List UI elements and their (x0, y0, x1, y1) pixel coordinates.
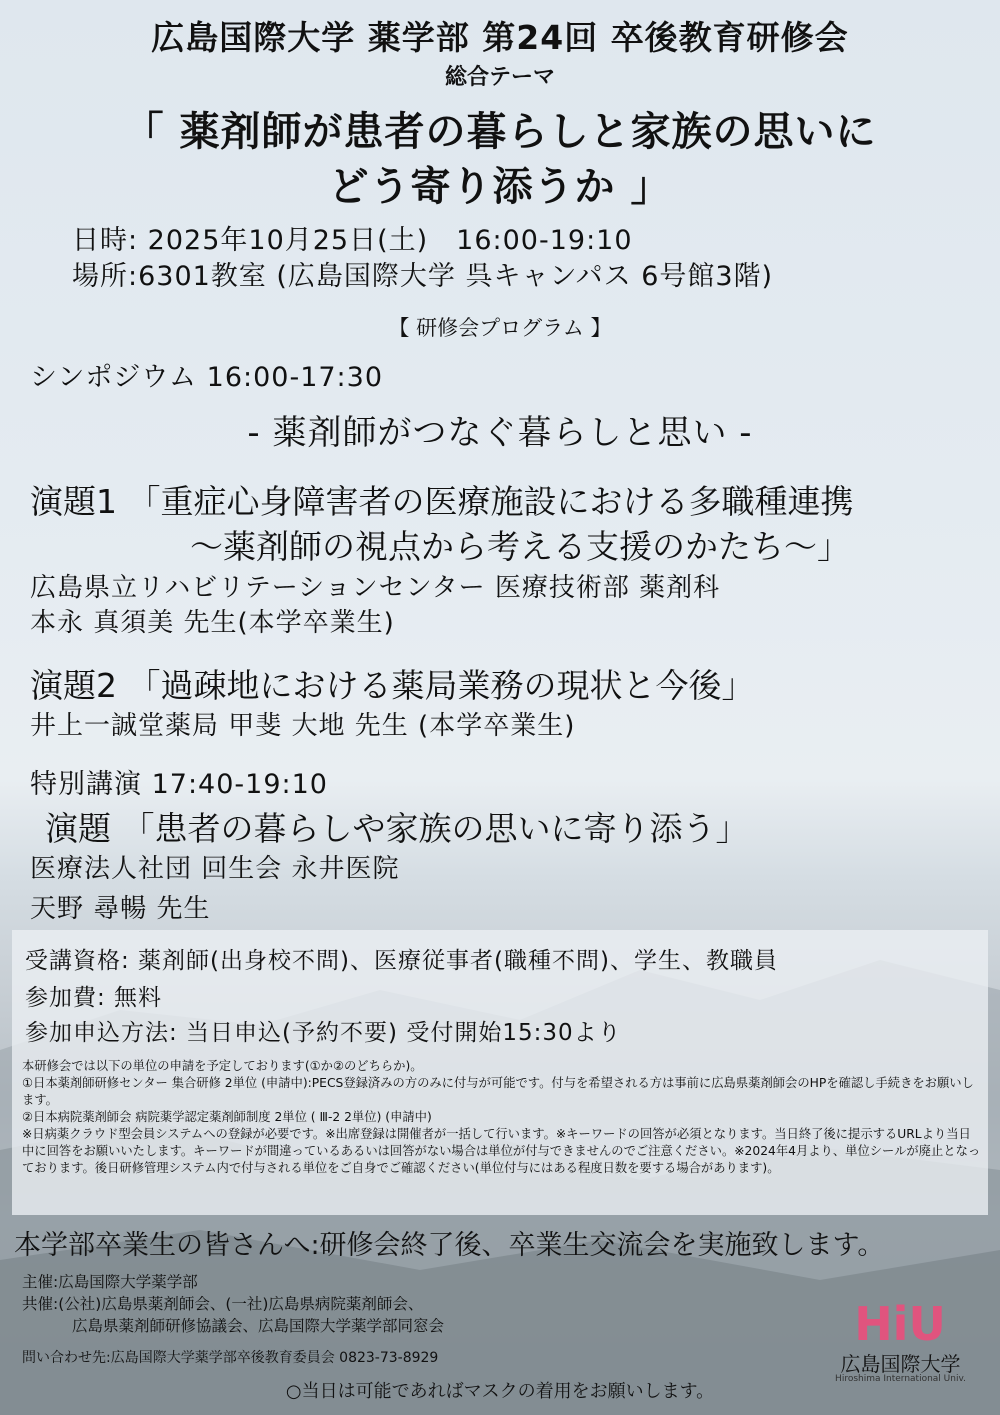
talk3-speaker: 天野 尋暢 先生 (30, 894, 211, 924)
special-lecture-time: 特別講演 17:40-19:10 (30, 769, 328, 800)
application-method: 参加申込方法: 当日申込(予約不要) 受付開始15:30より (25, 1020, 622, 1046)
talk3-title: 演題 「患者の暮らしや家族の思いに寄り添う」 (45, 809, 749, 848)
program-heading: 【 研修会プログラム 】 (388, 316, 612, 340)
talk1-speaker: 本永 真須美 先生(本学卒業生) (30, 608, 395, 638)
talk2-speaker: 井上一誠堂薬局 甲斐 大地 先生 (本学卒業生) (30, 711, 576, 741)
mask-note: ○当日は可能であればマスクの着用をお願いします。 (285, 1381, 715, 1402)
event-title: 広島国際大学 薬学部 第24回 卒後教育研修会 (151, 18, 849, 57)
event-date: 日時: 2025年10月25日(土) 16:00-19:10 (72, 225, 633, 256)
logo-university-english: Hiroshima International Univ. (835, 1374, 966, 1384)
note-3: ②日本病院薬剤師会 病院薬学認定薬剤師制度 2単位 ( Ⅲ-2 2単位) (申請中) (22, 1110, 432, 1124)
co-host-line2: 広島県薬剤師研修協議会、広島国際大学薬学部同窓会 (72, 1317, 445, 1335)
note-2: ①日本薬剤師研修センター 集合研修 2単位 (申請中):PECS登録済みの方のみに付与が可能です。付与を希望される方は事前に広島県薬剤師会のHPを確認し手続きをお願いします。 (22, 1076, 974, 1107)
theme-title-line1: 「 薬剤師が患者の暮らしと家族の思いに (123, 109, 877, 155)
contact-info: 問い合わせ先:広島国際大学薬学部卒後教育委員会 0823-73-8929 (22, 1350, 439, 1366)
logo-university-name: 広島国際大学 (840, 1352, 961, 1376)
fee: 参加費: 無料 (25, 985, 163, 1011)
symposium-subtitle: - 薬剤師がつなぐ暮らしと思い - (247, 413, 753, 453)
talk1-title: 演題1 「重症心身障害者の医療施設における多職種連携 (30, 482, 854, 521)
symposium-time: シンポジウム 16:00-17:30 (30, 362, 383, 393)
theme-label: 総合テーマ (444, 65, 555, 90)
co-host-line1: 共催:(公社)広島県薬剤師会、(一社)広島県病院薬剤師会、 (22, 1295, 424, 1313)
talk1-affiliation: 広島県立リハビリテーションセンター 医療技術部 薬剤科 (30, 573, 721, 603)
note-4: ※日病薬クラウド型会員システムへの登録が必要です。※出席登録は開催者が一括して行います。※キーワードの回答が必須となります。当日終了後に提示するURLより当日中に回答をお願いいたします。キーワードが間違っているあるいは回答がない場合は単位が付与できませんのでご注意ください。※2024年4月より、単位シールが廃止となっております。後日研修管理システム内で付与される単位をご自身でご確認ください(単位付与にはある程度日数を要する場合があります)。 (22, 1127, 981, 1175)
event-place: 場所:6301教室 (広島国際大学 呉キャンパス 6号館3階) (72, 261, 774, 292)
talk3-affiliation: 医療法人社団 回生会 永井医院 (30, 854, 400, 884)
theme-title-line2: どう寄り添うか 」 (328, 164, 672, 210)
talk1-subtitle: ～薬剤師の視点から考える支援のかたち～」 (190, 527, 850, 566)
talk2-title: 演題2 「過疎地における薬局業務の現状と今後」 (30, 666, 755, 705)
host: 主催:広島国際大学薬学部 (22, 1273, 198, 1291)
eligibility: 受講資格: 薬剤師(出身校不問)、医療従事者(職種不問)、学生、教職員 (25, 948, 778, 974)
credit-notes (22, 1058, 982, 1177)
alumni-message: 本学部卒業生の皆さんへ:研修会終了後、卒業生交流会を実施致します。 (14, 1230, 885, 1261)
note-1: 本研修会では以下の単位の申請を予定しております(①か②のどちらか)。 (22, 1059, 423, 1073)
logo-mark: HiU (854, 1297, 946, 1351)
